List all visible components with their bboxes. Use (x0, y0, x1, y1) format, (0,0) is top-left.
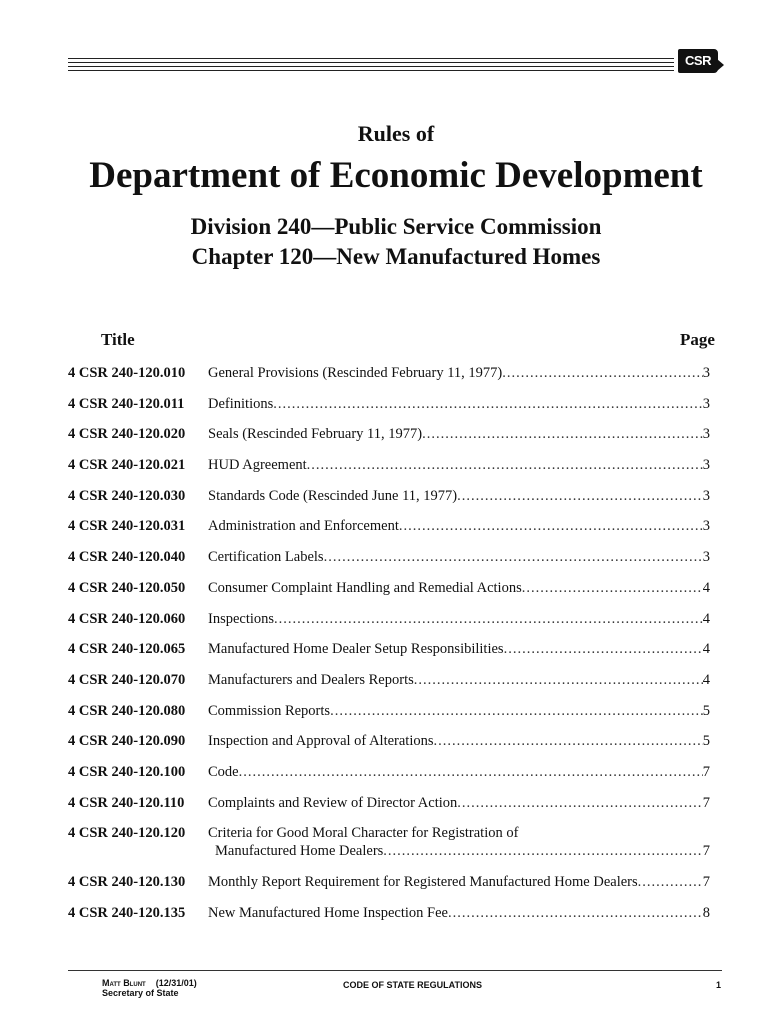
toc-row[interactable] (68, 425, 710, 443)
title-block (0, 120, 770, 272)
rule-title: Criteria for Good Moral Character for Registration of (208, 825, 519, 842)
rule-title: General Provisions (Rescinded February 11, 1977) (208, 365, 503, 381)
footer-rule (68, 970, 722, 971)
rule-number: 4 CSR 240-120.090 (68, 733, 186, 750)
toc-row[interactable] (68, 579, 710, 597)
rule-title: Definitions (208, 395, 274, 412)
rule-title: Complaints and Review of Director Action (208, 794, 458, 811)
rule-number: 4 CSR 240-120.120 (68, 825, 186, 842)
page-number: 7 (702, 763, 710, 780)
page-number: 7 (702, 794, 710, 811)
rules-of-heading: Rules of (357, 121, 435, 146)
toc-row[interactable] (68, 364, 710, 382)
department-title: Department of Economic Development (89, 155, 703, 196)
rule-number: 4 CSR 240-120.040 (68, 549, 186, 566)
rule-number: 4 CSR 240-120.100 (68, 763, 186, 780)
header-rule (68, 58, 674, 74)
footer-center: CODE OF STATE REGULATIONS (343, 980, 482, 990)
page-number: 3 (702, 457, 710, 474)
page-number: 3 (702, 487, 710, 504)
rule-number: 4 CSR 240-120.011 (68, 395, 185, 412)
toc-row[interactable] (68, 763, 710, 781)
toc-row[interactable] (68, 873, 710, 891)
toc-row[interactable] (68, 395, 710, 413)
rule-title: Manufactured Home Dealer Setup Responsibilities (208, 641, 504, 658)
page-number: 4 (702, 671, 710, 688)
page-number: 3 (702, 518, 710, 535)
rule-title: Manufacturers and Dealers Reports (208, 671, 414, 688)
page-number: 4 (702, 579, 710, 596)
page-number: 4 (702, 610, 710, 627)
page-number: 5 (702, 733, 710, 750)
rule-number: 4 CSR 240-120.010 (68, 365, 186, 381)
rule-title: Commission Reports (208, 702, 331, 719)
page-number: 3 (702, 549, 710, 566)
rule-number: 4 CSR 240-120.021 (68, 457, 186, 474)
rule-number: 4 CSR 240-120.080 (68, 702, 186, 719)
toc-row[interactable] (68, 517, 710, 535)
rule-title: Standards Code (Rescinded June 11, 1977) (208, 487, 458, 504)
toc-row[interactable] (68, 548, 710, 566)
toc-row[interactable] (68, 824, 710, 860)
page-column-header: Page (680, 330, 715, 349)
rule-number: 4 CSR 240-120.135 (68, 904, 186, 921)
toc-row[interactable] (68, 487, 710, 505)
rule-number: 4 CSR 240-120.030 (68, 487, 186, 504)
page-number: 7 (702, 874, 710, 890)
footer-author: Matt Blunt (102, 978, 146, 988)
rule-title: Certification Labels (208, 549, 324, 566)
toc-row[interactable] (68, 610, 710, 628)
page-number: 8 (702, 904, 710, 921)
rule-number: 4 CSR 240-120.060 (68, 610, 186, 627)
rule-number: 4 CSR 240-120.020 (68, 426, 186, 443)
toc-row[interactable] (68, 671, 710, 689)
rule-title: Inspections (208, 610, 275, 627)
rule-number: 4 CSR 240-120.031 (68, 518, 186, 535)
table-of-contents (68, 364, 710, 934)
rule-number: 4 CSR 240-120.065 (68, 641, 186, 658)
rule-title: Consumer Complaint Handling and Remedial Actions (208, 579, 522, 596)
rule-title: Monthly Report Requirement for Registered Manufactured Home Dealers (208, 874, 638, 890)
page-number: 3 (702, 426, 710, 443)
toc-row[interactable] (68, 456, 710, 474)
page-number: 4 (702, 641, 710, 658)
rule-title: Inspection and Approval of Alterations (208, 733, 434, 750)
footer-page-number: 1 (716, 980, 722, 990)
rule-title: Administration and Enforcement (208, 518, 399, 535)
footer-left (102, 978, 197, 998)
rule-title: Seals (Rescinded February 11, 1977) (208, 426, 423, 443)
page-number: 7 (702, 843, 710, 860)
page-number: 5 (702, 702, 710, 719)
toc-row[interactable] (68, 732, 710, 750)
page-number: 3 (702, 395, 710, 412)
chapter-heading: Chapter 120—New Manufactured Homes (191, 244, 601, 269)
footer-author-title: Secretary of State (102, 988, 179, 998)
csr-logo-icon: CSR (678, 49, 718, 73)
rule-number: 4 CSR 240-120.130 (68, 874, 186, 890)
title-column-header: Title (101, 330, 135, 349)
toc-row[interactable] (68, 904, 710, 922)
toc-row[interactable] (68, 794, 710, 812)
rule-title: Code (208, 763, 239, 780)
footer-date: (12/31/01) (155, 978, 197, 988)
rule-title: New Manufactured Home Inspection Fee (208, 904, 448, 921)
rule-number: 4 CSR 240-120.050 (68, 579, 186, 596)
rule-number: 4 CSR 240-120.070 (68, 671, 186, 688)
rule-title: HUD Agreement (208, 457, 307, 474)
toc-row[interactable] (68, 702, 710, 720)
division-heading: Division 240—Public Service Commission (190, 214, 602, 239)
rule-number: 4 CSR 240-120.110 (68, 794, 185, 811)
rule-title-continued: Manufactured Home Dealers (215, 843, 384, 860)
page-number: 3 (702, 365, 710, 381)
toc-row[interactable] (68, 640, 710, 658)
